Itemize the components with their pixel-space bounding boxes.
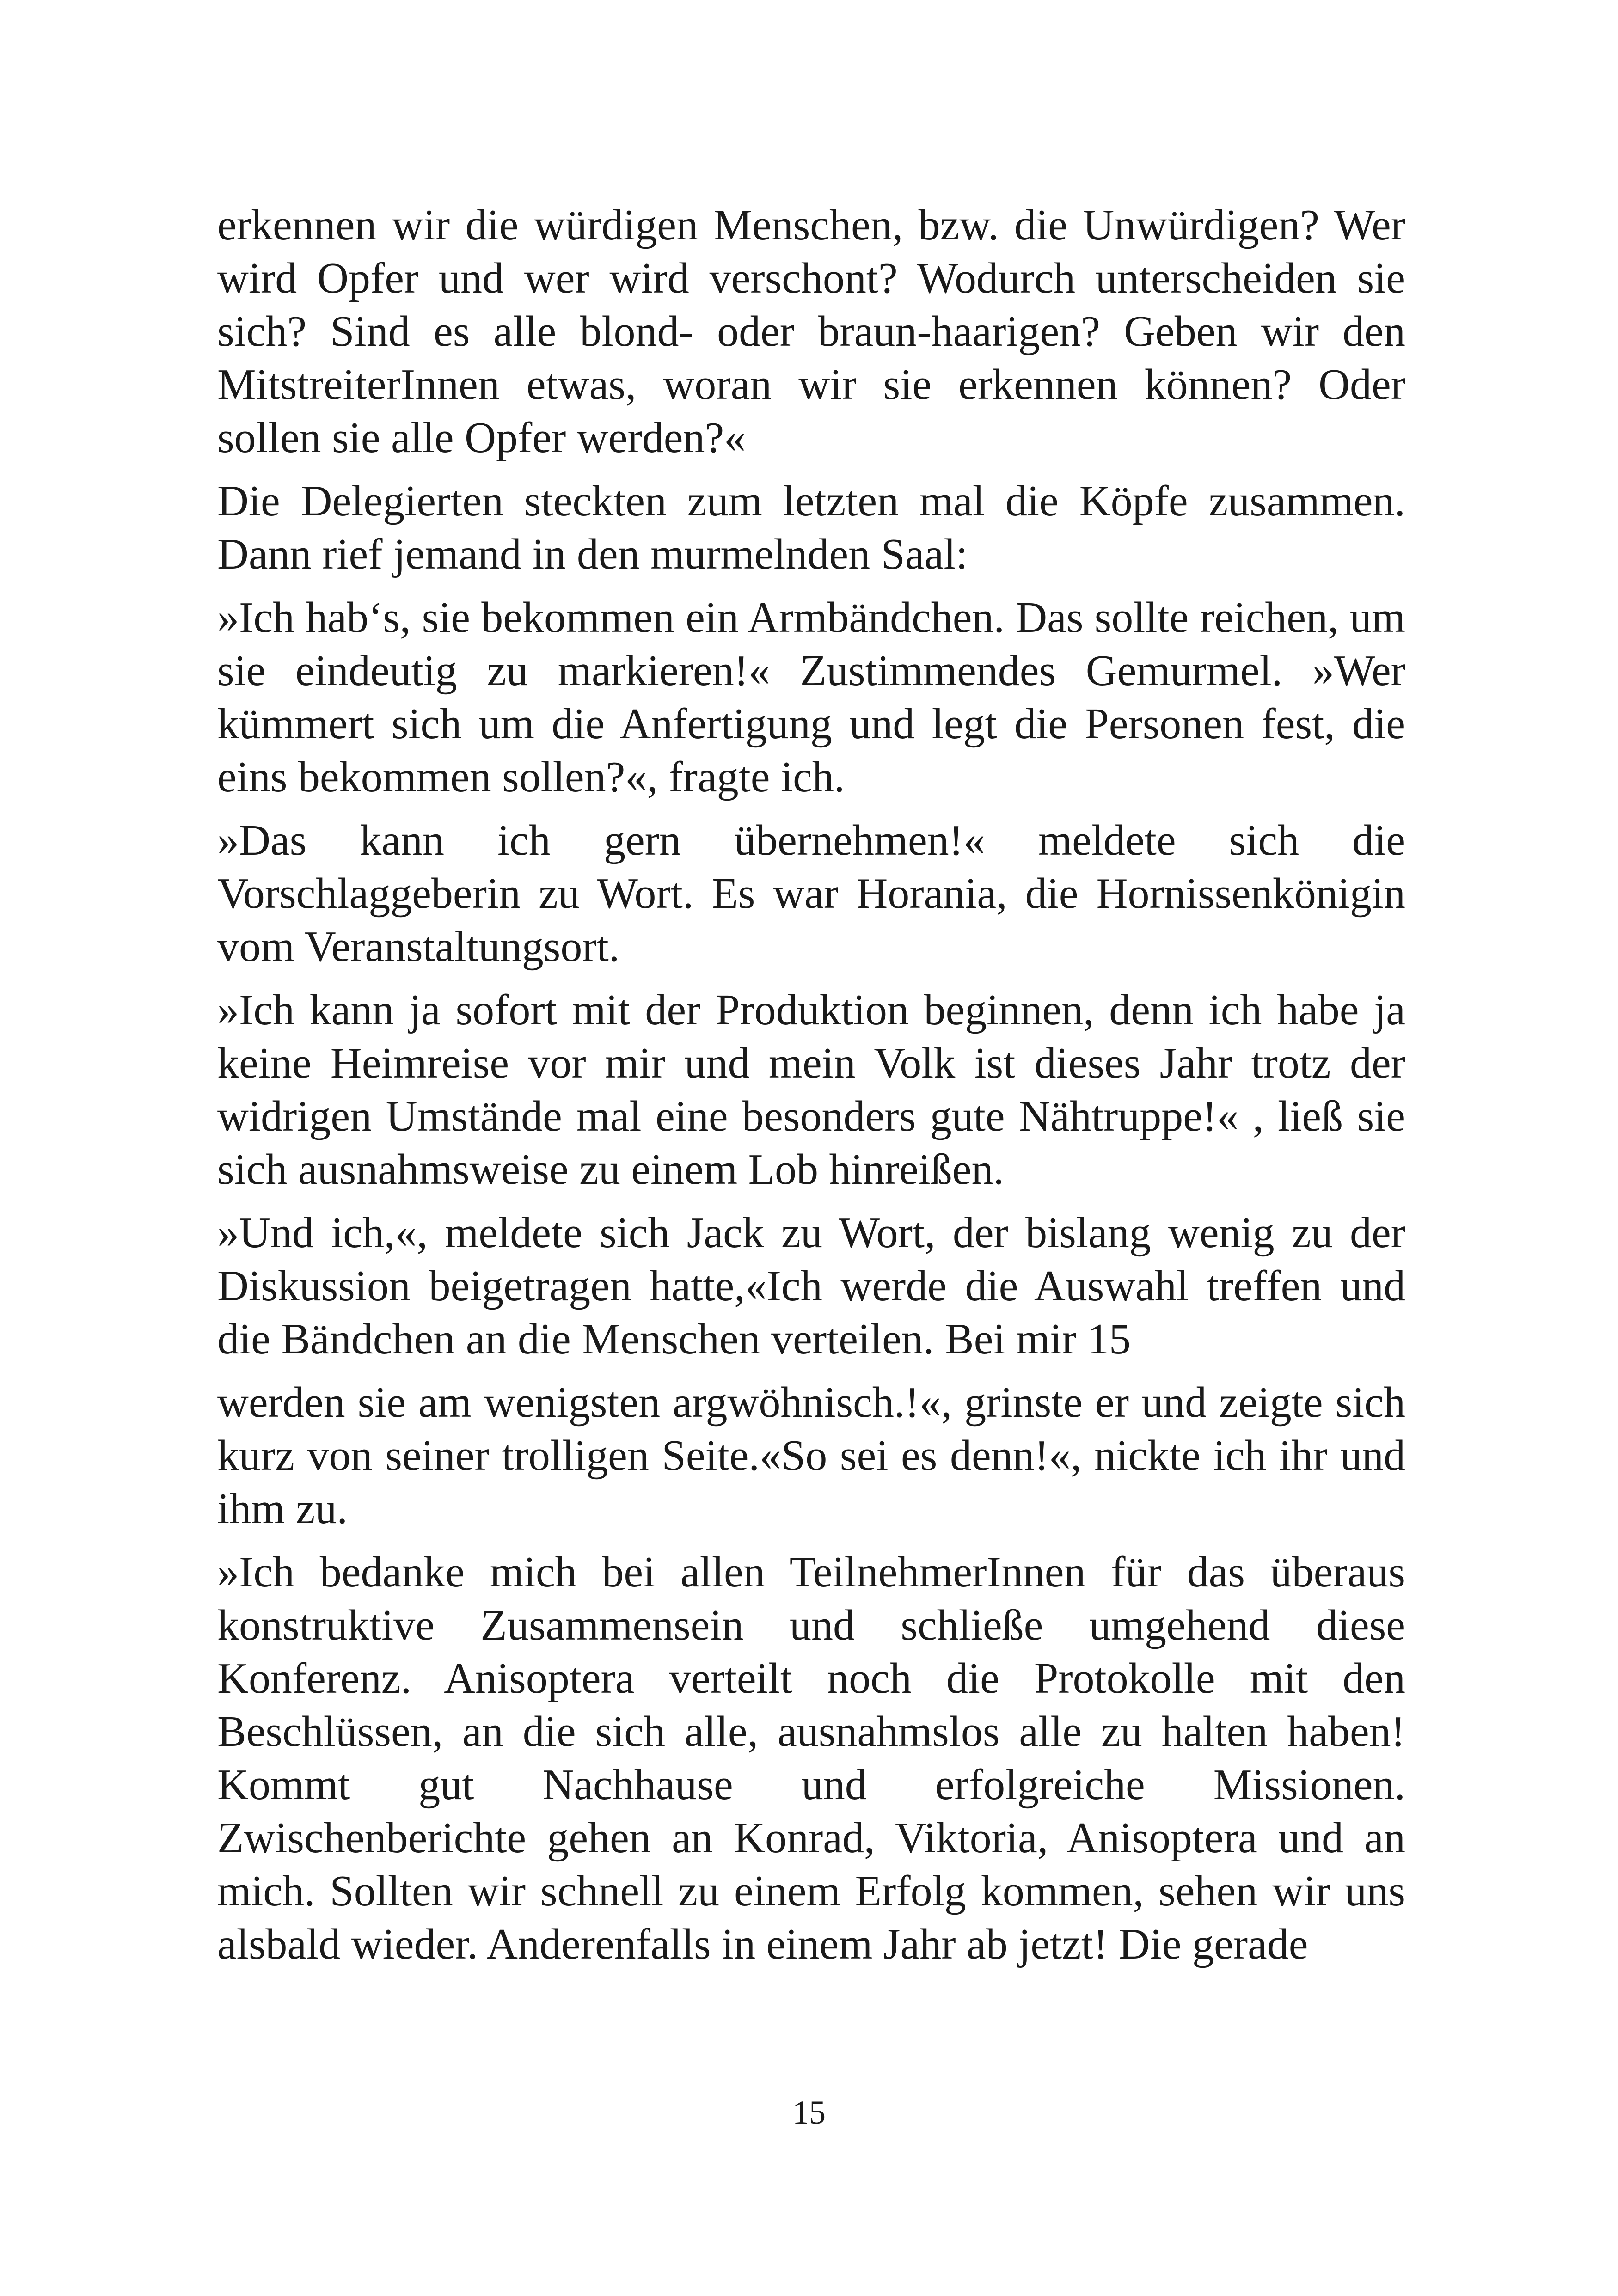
body-text [217,199,1405,1981]
paragraph-3: »Ich hab‘s, sie bekommen ein Armbändchen. Das sollte reichen, um sie eindeutig zu markieren!« Zustimmendes Gemurmel. »Wer kümmert sich um die Anfertigung und legt die Personen fest, die eins bekommen sollen?«, fragte ich. [217,594,1405,801]
paragraph-5: »Ich kann ja sofort mit der Produktion beginnen, denn ich habe ja keine Heimreise vor mir und mein Volk ist dieses Jahr trotz der widrigen Umstände mal eine besonders gute Nähtruppe!« , ließ sie sich ausnahmsweise zu einem Lob hinreißen. [217,986,1405,1194]
paragraph-7: werden sie am wenigsten argwöhnisch.!«, grinste er und zeigte sich kurz von seiner trolligen Seite.«So sei es denn!«, nickte ich ihr und ihm zu. [217,1378,1405,1533]
paragraph-2: Die Delegierten steckten zum letzten mal die Köpfe zusammen. Dann rief jemand in den murmelnden Saal: [217,477,1405,578]
paragraph-6: »Und ich,«, meldete sich Jack zu Wort, der bislang wenig zu der Diskussion beigetragen hatte,«Ich werde die Auswahl treffen und die Bändchen an die Menschen verteilen. Bei mir 15 [217,1209,1405,1363]
paragraph-8: »Ich bedanke mich bei allen TeilnehmerInnen für das überaus konstruktive Zusammensein und schließe umgehend diese Konferenz. Anisoptera verteilt noch die Protokolle mit den Beschlüssen, an die sich alle, ausnahmslos alle zu halten haben! Kommt gut Nachhause und erfolgreiche Missionen. Zwischenberichte gehen an Konrad, Viktoria, Anisoptera und an mich. Sollten wir schnell zu einem Erfolg kommen, sehen wir uns alsbald wieder. Anderenfalls in einem Jahr ab jetzt! Die gerade [217,1548,1405,1968]
paragraph-1: erkennen wir die würdigen Menschen, bzw. die Unwürdigen? Wer wird Opfer und wer wird verschont? Wodurch unterscheiden sie sich? Sind es alle blond- oder braun-haarigen? Geben wir den MitstreiterInnen etwas, woran wir sie erkennen können? Oder sollen sie alle Opfer werden?« [217,201,1405,462]
page-number: 15 [792,2094,826,2131]
paragraph-4: »Das kann ich gern übernehmen!« meldete sich die Vorschlaggeberin zu Wort. Es war Horania, die Hornissenkönigin vom Veranstaltungsort. [217,816,1405,971]
